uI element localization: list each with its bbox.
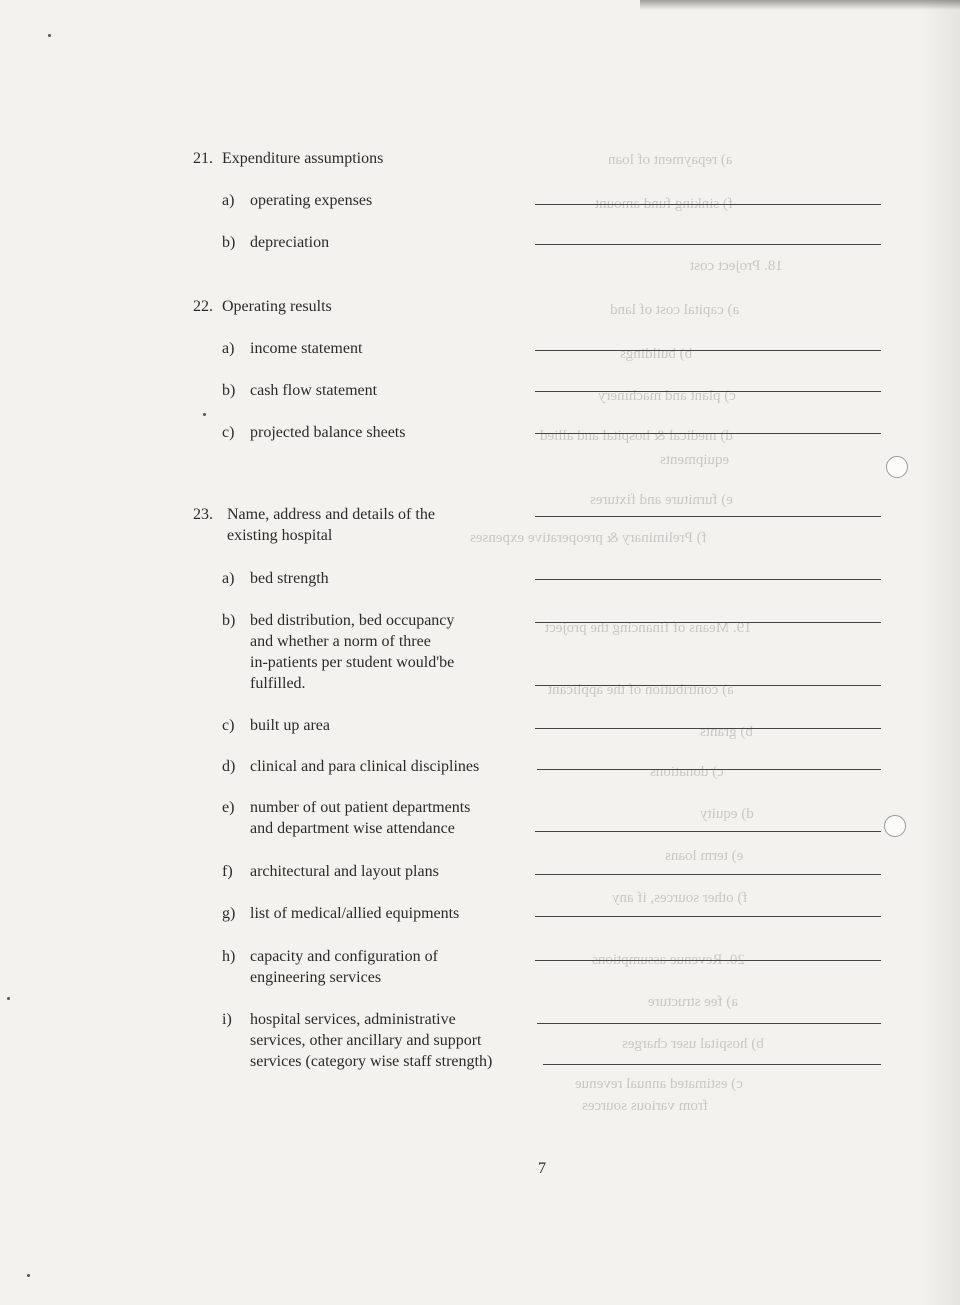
- answer-line-21a: [535, 204, 881, 205]
- answer-line-22a: [535, 350, 881, 351]
- item-23b-text-line-3: in-patients per student would'be: [250, 654, 455, 671]
- section-22-number: 22.: [193, 298, 213, 315]
- bleed-through-text: d) equity: [700, 806, 754, 822]
- item-23b-text-line-1: bed distribution, bed occupancy: [250, 612, 455, 629]
- bleed-through-text: c) plant and machinery: [598, 388, 736, 404]
- bleed-through-text: c) estimated annual revenue: [575, 1076, 743, 1092]
- answer-line-23h: [535, 960, 881, 961]
- bleed-through-text: e) furniture and fixtures: [590, 492, 733, 508]
- bleed-through-text: c) donations: [650, 764, 724, 780]
- answer-line-23i-extra: [543, 1064, 881, 1065]
- bleed-through-text: 18. Project cost: [690, 258, 783, 274]
- scan-speck: [48, 34, 51, 37]
- item-22b-text: cash flow statement: [250, 382, 378, 399]
- item-23h-text-line-1: capacity and configuration of: [250, 948, 438, 965]
- bleed-through-text: a) fee structure: [648, 994, 738, 1010]
- answer-line-23i: [537, 1023, 881, 1024]
- answer-line-23e: [535, 831, 881, 832]
- answer-line-23g: [535, 916, 881, 917]
- item-23i-letter: i): [222, 1011, 232, 1028]
- item-23h-text-line-2: engineering services: [250, 969, 382, 986]
- punch-hole: [886, 456, 908, 478]
- item-23a-letter: a): [222, 570, 235, 587]
- item-23b-text-line-4: fulfilled.: [250, 675, 306, 692]
- bleed-through-text: b) buildings: [620, 346, 693, 362]
- item-23e-text-line-1: number of out patient departments: [250, 799, 471, 816]
- item-23e-text-line-2: and department wise attendance: [250, 820, 455, 837]
- item-22b-letter: b): [222, 382, 236, 399]
- punch-hole: [884, 815, 906, 837]
- item-22a-text: income statement: [250, 340, 363, 357]
- item-23c-letter: c): [222, 717, 235, 734]
- section-21-title: Expenditure assumptions: [222, 150, 384, 167]
- item-23b-text-line-2: and whether a norm of three: [250, 633, 431, 650]
- bleed-through-text: b) grants: [700, 724, 753, 740]
- bleed-through-text: a) repayment of loan: [608, 152, 733, 168]
- scan-speck: [27, 1274, 30, 1277]
- item-23f-text: architectural and layout plans: [250, 863, 439, 880]
- item-23g-letter: g): [222, 905, 236, 922]
- bleed-through-text: f) Preliminary & preoperative expenses: [470, 530, 707, 546]
- item-22a-letter: a): [222, 340, 235, 357]
- scan-speck: [203, 413, 206, 416]
- bleed-through-text: d) medical & hospital and allied: [540, 428, 733, 444]
- answer-line-23d: [537, 769, 881, 770]
- item-21a-text: operating expenses: [250, 192, 373, 209]
- item-23b-letter: b): [222, 612, 236, 629]
- section-23-title-line-1: Name, address and details of the: [227, 506, 435, 523]
- answer-line-22c: [535, 433, 881, 434]
- scan-top-shadow: [640, 0, 960, 10]
- section-21-number: 21.: [193, 150, 213, 167]
- page-number: 7: [538, 1160, 546, 1177]
- answer-line-23c: [535, 728, 881, 729]
- bleed-through-text: a) contribution of the applicant: [548, 682, 734, 698]
- item-23e-letter: e): [222, 799, 235, 816]
- section-23-title-line-2: existing hospital: [227, 527, 333, 544]
- bleed-through-text: a) capital cost of land: [610, 302, 740, 318]
- item-23a-text: bed strength: [250, 570, 329, 587]
- answer-line-23b: [535, 622, 881, 623]
- answer-line-22b: [535, 391, 881, 392]
- item-21b-text: depreciation: [250, 234, 330, 251]
- bleed-through-text: 19. Means of financing the project: [545, 620, 752, 636]
- section-23-number: 23.: [193, 506, 213, 523]
- bleed-through-text: b) hospital user charges: [622, 1036, 764, 1052]
- item-23i-text-line-2: services, other ancillary and support: [250, 1032, 482, 1049]
- item-23g-text: list of medical/allied equipments: [250, 905, 460, 922]
- answer-line-23b-extra: [535, 685, 881, 686]
- item-23f-letter: f): [222, 863, 233, 880]
- item-23i-text-line-3: services (category wise staff strength): [250, 1053, 493, 1070]
- bleed-through-text: 20. Revenue assumptions: [592, 952, 745, 968]
- page-edge-shadow: [920, 0, 960, 1305]
- bleed-through-text: e) term loans: [665, 848, 744, 864]
- answer-line-23: [535, 516, 881, 517]
- item-23d-text: clinical and para clinical disciplines: [250, 758, 480, 775]
- scan-speck: [7, 997, 10, 1000]
- section-22-title: Operating results: [222, 298, 332, 315]
- item-21b-letter: b): [222, 234, 236, 251]
- item-23d-letter: d): [222, 758, 236, 775]
- answer-line-23a: [535, 579, 881, 580]
- item-23c-text: built up area: [250, 717, 330, 734]
- answer-line-23f: [535, 874, 881, 875]
- answer-line-21b: [535, 244, 881, 245]
- item-23h-letter: h): [222, 948, 236, 965]
- bleed-through-text: from various sources: [582, 1098, 708, 1114]
- item-21a-letter: a): [222, 192, 235, 209]
- bleed-through-text: equipments: [660, 452, 730, 468]
- bleed-through-text: f) sinking fund amount: [595, 196, 733, 212]
- bleed-through-text: f) other sources, if any: [612, 890, 748, 906]
- item-23i-text-line-1: hospital services, administrative: [250, 1011, 456, 1028]
- item-22c-letter: c): [222, 424, 235, 441]
- item-22c-text: projected balance sheets: [250, 424, 406, 441]
